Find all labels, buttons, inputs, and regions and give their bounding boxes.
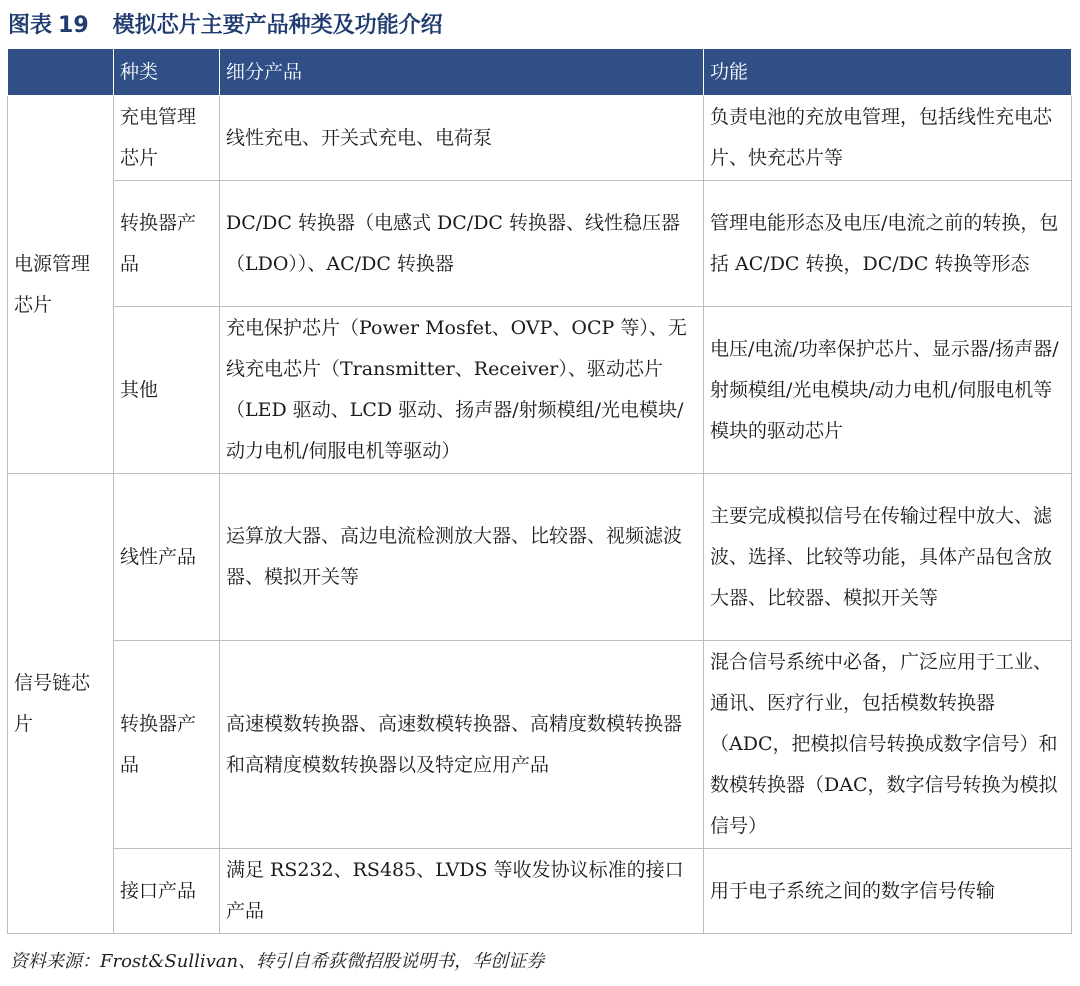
table-row	[8, 641, 1072, 849]
figure-title-text: 模拟芯片主要产品种类及功能介绍	[112, 13, 443, 38]
function-cell: 用于电子系统之间的数字信号传输	[704, 849, 1072, 934]
function-cell: 电压/电流/功率保护芯片、显示器/扬声器/射频模组/光电模块/动力电机/伺服电机等模块的驱动芯片	[704, 307, 1072, 474]
header-products: 细分产品	[220, 49, 704, 96]
table-row	[8, 181, 1072, 307]
table-row	[8, 849, 1072, 934]
products-cell: 满足 RS232、RS485、LVDS 等收发协议标准的接口产品	[220, 849, 704, 934]
products-cell: 线性充电、开关式充电、电荷泵	[220, 96, 704, 181]
figure-number: 19	[58, 13, 89, 38]
type-cell: 其他	[114, 307, 220, 474]
products-cell: 运算放大器、高边电流检测放大器、比较器、视频滤波器、模拟开关等	[220, 474, 704, 641]
function-cell: 管理电能形态及电压/电流之前的转换，包括 AC/DC 转换，DC/DC 转换等形态	[704, 181, 1072, 307]
category-cell: 电源管理芯片	[8, 96, 114, 474]
type-cell: 转换器产品	[114, 181, 220, 307]
table-row	[8, 307, 1072, 474]
type-cell: 转换器产品	[114, 641, 220, 849]
products-cell: 高速模数转换器、高速数模转换器、高精度数模转换器和高精度模数转换器以及特定应用产品	[220, 641, 704, 849]
header-blank	[8, 49, 114, 96]
table-row	[8, 474, 1072, 641]
header-function: 功能	[704, 49, 1072, 96]
header-type: 种类	[114, 49, 220, 96]
function-cell: 混合信号系统中必备，广泛应用于工业、通讯、医疗行业，包括模数转换器（ADC，把模拟信号转换成数字信号）和数模转换器（DAC，数字信号转换为模拟信号）	[704, 641, 1072, 849]
products-cell: 充电保护芯片（Power Mosfet、OVP、OCP 等）、无线充电芯片（Transmitter、Receiver）、驱动芯片（LED 驱动、LCD 驱动、扬声器/射频模组/光电模块/动力电机/伺服电机等驱动）	[220, 307, 704, 474]
type-cell: 接口产品	[114, 849, 220, 934]
products-cell: DC/DC 转换器（电感式 DC/DC 转换器、线性稳压器（LDO））、AC/DC 转换器	[220, 181, 704, 307]
source-note: 资料来源：Frost&Sullivan、转引自希荻微招股说明书，华创证券	[10, 951, 545, 972]
type-cell: 线性产品	[114, 474, 220, 641]
function-cell: 主要完成模拟信号在传输过程中放大、滤波、选择、比较等功能，具体产品包含放大器、比较器、模拟开关等	[704, 474, 1072, 641]
table-row	[8, 96, 1072, 181]
figure-title	[8, 8, 443, 44]
figure-label: 图表	[8, 13, 53, 38]
category-cell: 信号链芯片	[8, 474, 114, 934]
product-table	[7, 48, 1072, 934]
type-cell: 充电管理芯片	[114, 96, 220, 181]
function-cell: 负责电池的充放电管理，包括线性充电芯片、快充芯片等	[704, 96, 1072, 181]
table-header-row	[8, 49, 1072, 96]
